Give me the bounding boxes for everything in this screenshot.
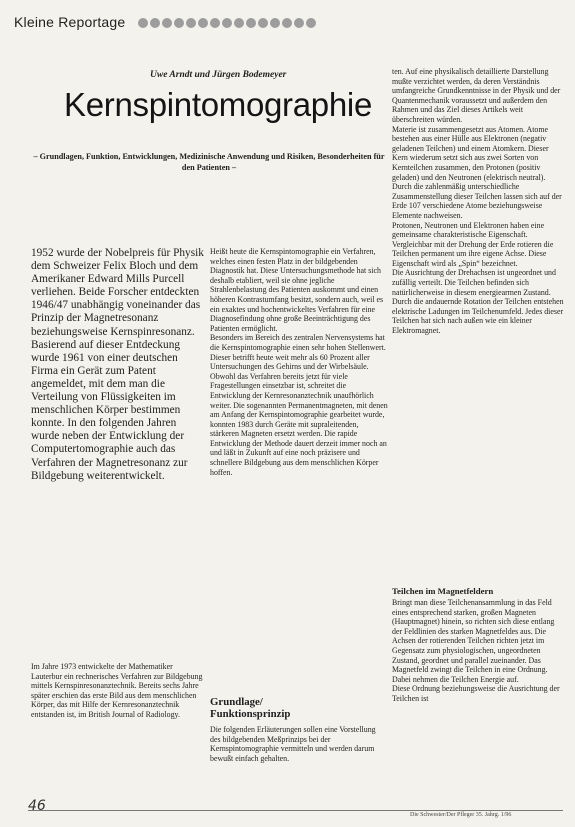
heading-teilchen-magnetfeld: Teilchen im Magnetfeldern bbox=[392, 586, 494, 596]
column-1-bottom-text: Im Jahre 1973 entwickelte der Mathematiker Lauterbur ein rechnerisches Verfahren zur Bildgebung mittels Kernspinresonanztechnik. Bereits sechs Jahre später erschien das erste Bild aus dem menschlichen Körper, das mit Hilfe der Kernresonanztechnik entstanden ist, im British Journal of Radiology. bbox=[31, 662, 203, 719]
decorative-dot bbox=[162, 18, 172, 28]
decorative-dot bbox=[174, 18, 184, 28]
decorative-dot bbox=[294, 18, 304, 28]
decorative-dot bbox=[150, 18, 160, 28]
decorative-dot bbox=[270, 18, 280, 28]
section-label: Kleine Reportage bbox=[14, 14, 126, 30]
decorative-dot bbox=[186, 18, 196, 28]
decorative-dot bbox=[210, 18, 220, 28]
decorative-dot bbox=[246, 18, 256, 28]
lead-paragraph: 1952 wurde der Nobelpreis für Physik dem Schweizer Felix Bloch und dem Amerikaner Edward Mills Purcell verliehen. Beide Forscher entdeckten 1946/47 unabhängig voneinander das Prinzip der Magnetresonanz beziehungsweise Kernspinresonanz. Basierend auf dieser Entdeckung wurde 1961 von einer deutschen Firma ein Gerät zum Patent angemeldet, mit dem man die Verteilung von Flüssigkeiten im menschlichen Körper bestimmen konnte. In den folgenden Jahren wurde neben der Entwicklung der Computertomographie auch das Verfahren der Magnetresonanz zur Bildgebung weiterentwickelt. bbox=[31, 247, 204, 482]
column-2-text: Heißt heute die Kernspintomographie ein Verfahren, welches einen festen Platz in der bildgebenden Diagnostik hat. Diese Untersuchungsmethode hat sich deshalb etabliert, weil sie ohne jegliche Strahlenbelastung des Patienten auskommt und einen höheren Kontrastumfang besitzt, sondern auch, weil es ein exaktes und hochentwickeltes Verfahren für eine Diagnosefindung ohne große Beeinträchtigung des Patienten ermöglicht. Besonders im Bereich des zentralen Nervensystems hat die Kernspintomographie einen sehr hohen Stellenwert. Dieser betrifft heute weit mehr als 60 Prozent aller Untersuchungen des Gehirns und der Wirbelsäule. Obwohl das Verfahren bereits jetzt für viele Fragestellungen einsetzbar ist, schreitet die Entwicklung der Kernresonanztechnik unaufhörlich weiter. Die sogenannten Permanentmagneten, mit denen am Anfang der Kernspintomographie gearbeitet wurde, konnten 1983 durch Geräte mit supraleitenden, stärkeren Magneten ersetzt werden. Die rapide Entwicklung der Methode dauert derzeit immer noch an und läßt in Zukunft auf eine noch präzisere und schnellere Bildgebung aus dem menschlichen Körper hoffen. bbox=[210, 247, 388, 477]
article-authors: Uwe Arndt und Jürgen Bodemeyer bbox=[150, 70, 287, 80]
column-2-bottom-text: Die folgenden Erläuterungen sollen eine Vorstellung des bildgebenden Meßprinzips bei der Kernspintomographie vermitteln und werden darum bewußt einfach gehalten. bbox=[210, 725, 376, 763]
decorative-dot bbox=[282, 18, 292, 28]
decorative-dot bbox=[306, 18, 316, 28]
decorative-dot-row bbox=[138, 18, 316, 28]
journal-footer: Die Schwester/Der Pfleger 35. Jahrg. 1/96 bbox=[410, 812, 512, 818]
article-title: Kernspintomographie bbox=[64, 86, 372, 123]
decorative-dot bbox=[258, 18, 268, 28]
page-number: 46 bbox=[28, 798, 46, 814]
column-3-bottom-text: Bringt man diese Teilchenansammlung in das Feld eines entsprechend starken, großen Magneten (Hauptmagnet) hinein, so richten sich diese entlang der Feldlinien des starken Magnetfeldes aus. Die Achsen der rotierenden Teilchen richten jetzt im Gegensatz zum physiologischen, ungeordneten Zustand, geordnet und parallel zueinander. Das Magnetfeld zwingt die Teilchen in eine Ordnung. Dabei nehmen die Teilchen Energie auf. Diese Ordnung beziehungsweise die Ausrichtung der Teilchen ist bbox=[392, 598, 560, 703]
decorative-dot bbox=[222, 18, 232, 28]
column-3-text: ten. Auf eine physikalisch detaillierte Darstellung mußte verzichtet werden, da deren Verständnis umfangreiche Grundkenntnisse in der Physik und der Quantenmechanik voraussetzt und außerdem den Rahmen und das Ziel dieses Artikels weit überschreiten würden. Materie ist zusammengesetzt aus Atomen. Atome bestehen aus einer Hülle aus Elektronen (negativ geladenen Teilchen) und einem Atomkern. Dieser Kern wiederum setzt sich aus zwei Sorten von Kernteilchen zusammen, den Protonen (positiv geladen) und den Neutronen (elektrisch neutral). Durch die zahlenmäßig unterschiedliche Zusammenstellung dieser Teilchen lassen sich auf der Erde 107 verschiedene Atome beziehungsweise Elemente nachweisen. Protonen, Neutronen und Elektronen haben eine gemeinsame charakteristische Eigenschaft. Vergleichbar mit der Drehung der Erde rotieren die Teilchen permanent um ihre eigene Achse. Diese Eigenschaft wird als „Spin“ bezeichnet. Die Ausrichtung der Drehachsen ist ungeordnet und zufällig verteilt. Die Teilchen befinden sich natürlicherweise in diesem energiearmen Zustand. Durch die andauernde Rotation der Teilchen entstehen elektrische Ladungen im Teilchenumfeld. Jedes dieser Teilchen hat sich nach außen wie ein kleiner Elektromagnet. bbox=[392, 67, 564, 336]
decorative-dot bbox=[138, 18, 148, 28]
decorative-dot bbox=[234, 18, 244, 28]
article-subtitle: – Grundlagen, Funktion, Entwicklungen, Medizinische Anwendung und Risiken, Besonderheiten für den Patienten – bbox=[33, 152, 385, 172]
heading-grundlage: Grundlage/ Funktionsprinzip bbox=[210, 696, 291, 720]
decorative-dot bbox=[198, 18, 208, 28]
footer-rule bbox=[28, 810, 563, 811]
